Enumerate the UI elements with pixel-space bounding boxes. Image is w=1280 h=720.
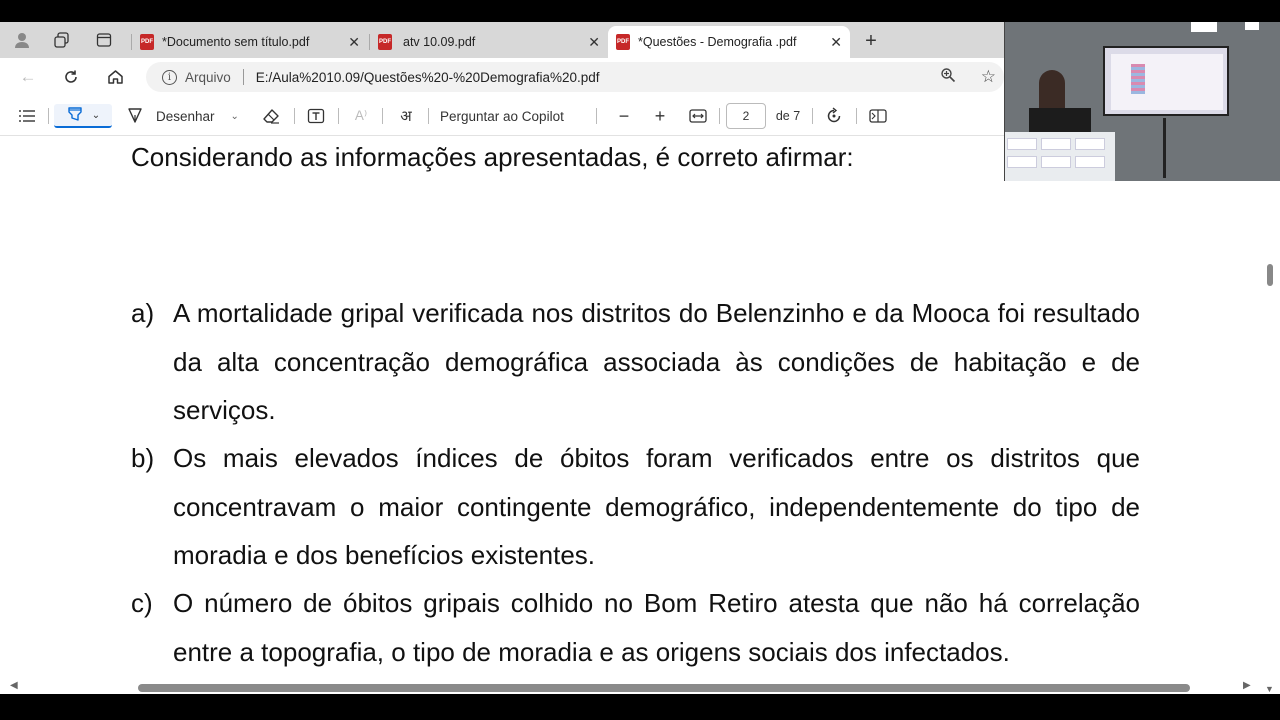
translate-icon[interactable] xyxy=(392,104,420,128)
chevron-down-icon[interactable]: ⌄ xyxy=(230,110,239,122)
highlighter-icon xyxy=(66,105,84,126)
page-total-label: de 7 xyxy=(775,109,801,123)
page-view-icon[interactable] xyxy=(864,104,892,128)
tab-title: *Questões - Demografia .pdf xyxy=(638,35,797,49)
minus-icon[interactable]: − xyxy=(618,105,630,126)
refresh-icon[interactable] xyxy=(58,65,84,89)
home-icon[interactable] xyxy=(102,65,128,89)
option-c xyxy=(131,579,1140,676)
read-aloud-icon[interactable] xyxy=(348,104,374,128)
webcam-overlay xyxy=(1004,22,1280,181)
pdf-toolbar xyxy=(0,96,1005,136)
tab-strip xyxy=(0,22,1005,58)
screen-stand xyxy=(1163,118,1166,178)
tab-title: atv 10.09.pdf xyxy=(403,35,476,49)
toolbar-divider xyxy=(812,108,813,124)
pdf-file-icon: PDF xyxy=(616,34,630,50)
rotate-icon[interactable] xyxy=(820,104,848,128)
horizontal-scrollbar[interactable] xyxy=(0,682,1262,694)
page-number-input[interactable] xyxy=(726,103,766,129)
logo-panel xyxy=(1007,138,1037,150)
tab-documento-sem-titulo[interactable] xyxy=(132,26,368,58)
page-total xyxy=(774,104,802,128)
option-text: A mortalidade gripal verificada nos distritos do Belenzinho e da Mooca foi resultado da alta concentração demográfica associada às condições de habitação e de serviços. xyxy=(173,298,1140,425)
desk-monitor xyxy=(1029,108,1091,134)
logo-panel xyxy=(1007,156,1037,168)
fit-width-icon[interactable] xyxy=(684,104,712,128)
toolbar-divider xyxy=(294,108,295,124)
option-text: O número de óbitos gripais colhido no Bom Retiro atesta que não há correlação entre a topografia, o tipo de moradia e as origens sociais dos infectados. xyxy=(173,588,1140,667)
url-scheme-label: Arquivo xyxy=(185,69,231,85)
tab-atv[interactable] xyxy=(370,26,608,58)
toolbar-divider xyxy=(719,108,720,124)
zoom-icon[interactable] xyxy=(940,67,956,87)
toolbar-divider xyxy=(48,108,49,124)
option-letter: b) xyxy=(131,443,155,473)
scroll-left-icon[interactable]: ◀ xyxy=(10,680,18,691)
close-icon[interactable]: ✕ xyxy=(348,33,360,50)
toolbar-divider xyxy=(382,108,383,124)
option-text: Os mais elevados índices de óbitos foram verificados entre os distritos que concentravam o maior contingente demográfico, independentemente do tipo de moradia e dos benefícios existentes. xyxy=(173,443,1140,570)
new-tab-button[interactable]: + xyxy=(865,29,877,52)
back-arrow-icon[interactable]: ← xyxy=(19,67,37,86)
star-icon[interactable]: ☆ xyxy=(980,67,996,86)
info-icon[interactable]: i xyxy=(162,70,177,85)
toolbar-divider xyxy=(596,108,597,124)
tab-questoes-demografia[interactable] xyxy=(608,26,850,58)
logo-panel xyxy=(1041,138,1071,150)
translate-glyph: अ xyxy=(400,108,412,125)
chevron-down-icon[interactable]: ⌄ xyxy=(91,109,101,121)
toolbar-divider xyxy=(338,108,339,124)
address-bar xyxy=(0,58,1005,96)
letterbox-bottom xyxy=(0,694,1280,720)
close-icon[interactable]: ✕ xyxy=(588,33,600,50)
text-box-icon[interactable] xyxy=(302,104,330,128)
scroll-right-icon[interactable]: ▶ xyxy=(1243,680,1251,691)
logo-panel xyxy=(1075,138,1105,150)
ceiling-light xyxy=(1245,22,1259,30)
vertical-scroll-thumb[interactable] xyxy=(1267,264,1273,286)
draw-label: Desenhar xyxy=(156,108,215,124)
letterbox-top xyxy=(0,0,1280,22)
url-text[interactable]: E:/Aula%2010.09/Questões%20-%20Demografia%20.pdf xyxy=(255,69,600,85)
page-current: 2 xyxy=(742,109,750,123)
toolbar-divider xyxy=(856,108,857,124)
horizontal-scroll-thumb[interactable] xyxy=(138,684,1190,692)
pdf-document-view[interactable] xyxy=(0,136,1262,682)
url-field[interactable] xyxy=(146,62,1004,92)
workspaces-icon[interactable] xyxy=(49,28,75,52)
pdf-file-icon: PDF xyxy=(378,34,392,50)
pdf-file-icon: PDF xyxy=(140,34,154,50)
logo-panel xyxy=(1041,156,1071,168)
option-letter: c) xyxy=(131,588,153,618)
tab-title: *Documento sem título.pdf xyxy=(162,35,310,49)
option-a xyxy=(131,289,1140,435)
ask-copilot-button[interactable] xyxy=(440,104,586,128)
browser-window xyxy=(0,22,1280,694)
vertical-scrollbar[interactable] xyxy=(1262,136,1280,694)
profile-icon[interactable] xyxy=(9,28,35,52)
toolbar-divider xyxy=(428,108,429,124)
highlight-button[interactable] xyxy=(54,104,112,128)
desk-front xyxy=(1005,132,1115,181)
read-aloud-glyph: A⁾ xyxy=(354,108,368,123)
presentation-screen xyxy=(1103,46,1229,116)
tab-actions-icon[interactable] xyxy=(91,28,117,52)
ceiling-light xyxy=(1191,22,1217,32)
draw-icon xyxy=(126,106,144,127)
close-icon[interactable]: ✕ xyxy=(830,33,842,50)
draw-button[interactable] xyxy=(126,104,246,128)
table-of-contents-icon[interactable] xyxy=(14,104,40,128)
question-intro: Considerando as informações apresentadas, é correto afirmar: xyxy=(131,142,854,172)
url-divider xyxy=(243,69,244,85)
option-b xyxy=(131,434,1140,580)
eraser-icon[interactable] xyxy=(258,104,284,128)
scroll-down-icon[interactable]: ▼ xyxy=(1265,684,1274,694)
option-letter: a) xyxy=(131,298,155,328)
plus-icon[interactable]: + xyxy=(654,105,666,126)
logo-panel xyxy=(1075,156,1105,168)
ask-copilot-label: Perguntar ao Copilot xyxy=(440,108,564,124)
